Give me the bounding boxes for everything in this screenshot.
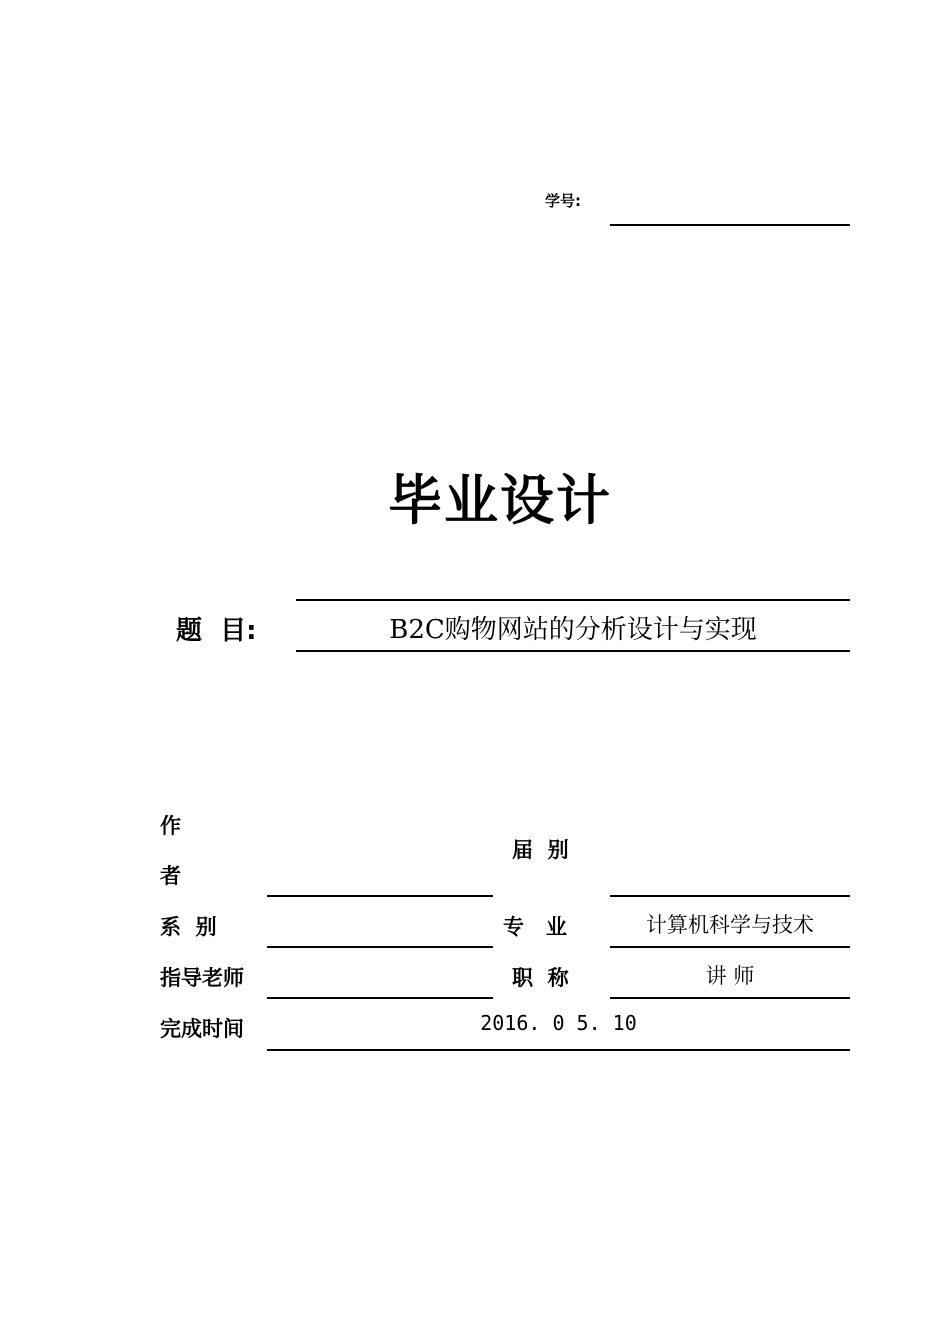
major-label: 专 业	[503, 915, 567, 939]
major-field-line	[610, 946, 850, 948]
document-title: 毕业设计	[388, 469, 612, 532]
author-label-first-char: 作	[160, 814, 181, 838]
completion-time-field-line	[267, 1049, 850, 1051]
author-label-second-char: 者	[160, 864, 181, 888]
cohort-field-line	[610, 895, 850, 897]
professional-title-label: 职 称	[512, 966, 569, 990]
advisor-field-line	[267, 997, 493, 999]
advisor-label: 指导老师	[160, 966, 244, 990]
major-value: 计算机科学与技术	[646, 913, 814, 937]
department-field-line	[267, 946, 493, 948]
student-number-field-line	[610, 224, 850, 226]
completion-time-value: 2016. 0 5. 10	[480, 1011, 637, 1035]
cohort-label: 届 别	[512, 838, 569, 862]
topic-label: 题 目:	[176, 616, 257, 646]
professional-title-value: 讲 师	[705, 964, 755, 988]
topic-top-line	[296, 599, 850, 601]
student-number-label: 学号:	[545, 192, 581, 210]
completion-time-label: 完成时间	[160, 1017, 244, 1041]
topic-bottom-line	[296, 650, 850, 652]
topic-value: B2C购物网站的分析设计与实现	[389, 615, 757, 645]
author-field-line	[267, 895, 493, 897]
professional-title-field-line	[610, 997, 850, 999]
department-label: 系 别	[160, 915, 217, 939]
